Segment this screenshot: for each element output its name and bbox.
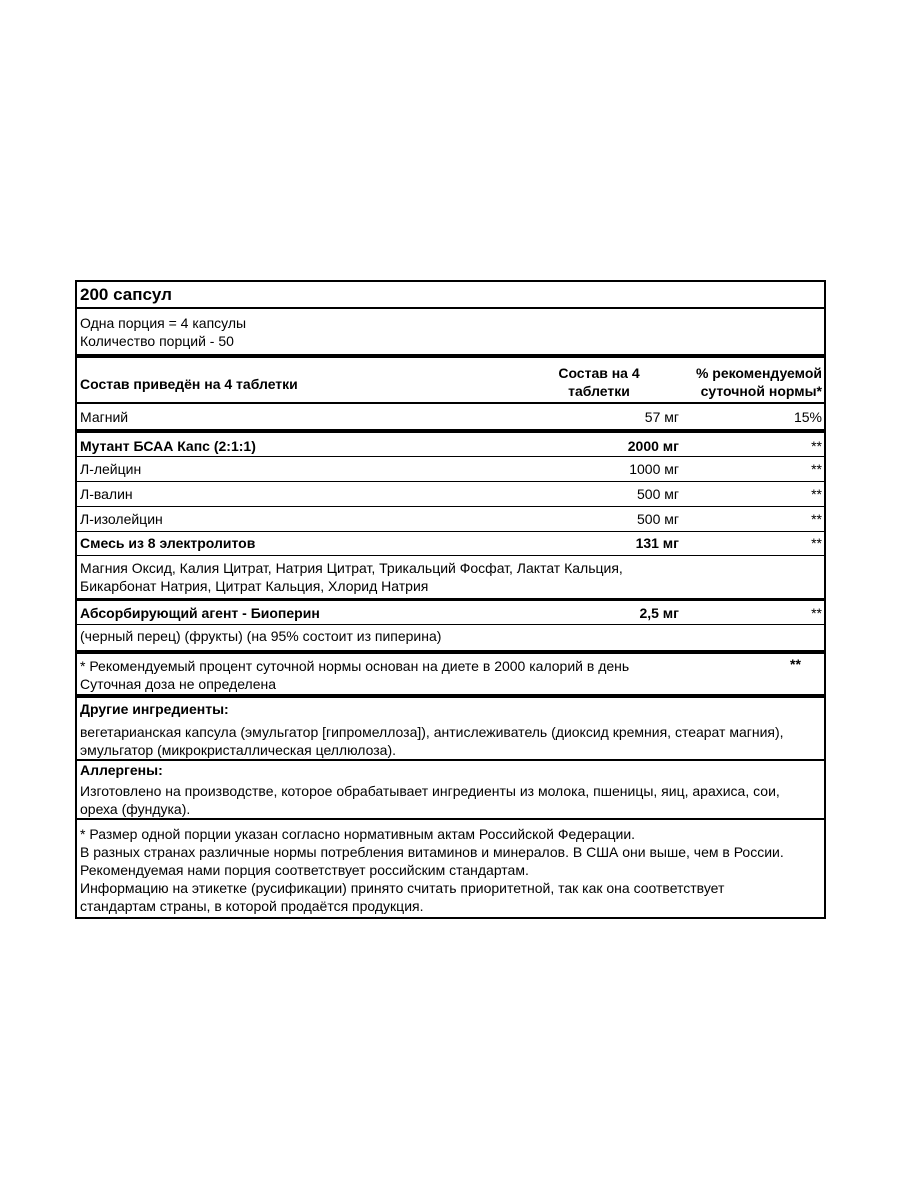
table-row [77,402,824,430]
electrolyte-list [77,555,824,599]
table-row [77,531,824,555]
footnote-line: Суточная доза не определена [80,676,277,692]
nutrient-dv: ** [811,605,822,621]
table-row [77,429,824,456]
nutrient-dv: ** [811,461,822,477]
header-col-amount-line1: Состав на 4 [558,365,640,381]
nutrient-amount: 57 мг [644,409,679,425]
footnote-mark: ** [790,656,801,672]
nutrient-dv: ** [811,511,822,527]
nutrient-amount: 500 мг [637,486,679,502]
table-row [77,456,824,481]
electrolyte-list-line: Бикарбонат Натрия, Цитрат Кальция, Хлорид Натрия [80,578,429,594]
other-ingredients-title: Другие ингредиенты: [80,701,229,717]
nutrient-amount: 500 мг [637,511,679,527]
table-row [77,506,824,531]
notice-line: Информацию на этикетке (русификации) принято считать приоритетной, так как она соответствует [80,880,725,896]
allergens-line: ореха (фундука). [80,801,191,817]
serving-section [77,307,824,355]
nutrient-name: Магний [80,409,129,425]
footnote-section [77,650,824,695]
nutrient-amount: 131 мг [635,535,679,551]
allergens-title: Аллергены: [80,762,163,778]
notice-line: стандартам страны, в которой продаётся продукция. [80,898,424,914]
nutrient-amount: 2000 мг [627,438,679,454]
table-header [77,354,824,403]
nutrient-name: Л-изолейцин [80,511,163,527]
title-section [77,282,824,308]
bioperine-note [77,624,824,651]
nutrient-name: Смесь из 8 электролитов [80,535,256,551]
other-ingredients-section [77,694,824,760]
nutrient-dv: ** [811,438,822,454]
header-col-dv-line1: % рекомендуемой [695,365,822,381]
servings-count: Количество порций - 50 [80,333,234,349]
notice-line: Рекомендуемая нами порция соответствует российским стандартам. [80,862,529,878]
other-ingredients-line: вегетарианская капсула (эмульгатор [гипромеллоза]), антислеживатель (диоксид кремния, стеарат магния), [80,724,784,740]
allergens-section [77,759,824,819]
nutrient-amount: 1000 мг [629,461,679,477]
other-ingredients-line: эмульгатор (микрокристаллическая целлюлоза). [80,742,397,758]
notice-line: В разных странах различные нормы потребления витаминов и минералов. В США они выше, чем в России. [80,844,784,860]
nutrient-dv: ** [811,486,822,502]
notice-section [77,818,824,919]
supplement-facts-label [75,280,826,919]
electrolyte-list-line: Магния Оксид, Калия Цитрат, Натрия Цитрат, Трикальций Фосфат, Лактат Кальция, [80,560,623,576]
header-col-dv-line2: суточной нормы* [700,383,822,399]
table-row [77,598,824,624]
table-row [77,481,824,506]
header-col-amount-line2: таблетки [568,383,630,399]
serving-size: Одна порция = 4 капсулы [80,315,247,331]
nutrient-name: Л-лейцин [80,461,142,477]
nutrient-dv: ** [811,535,822,551]
notice-line: * Размер одной порции указан согласно нормативным актам Российской Федерации. [80,826,636,842]
allergens-line: Изготовлено на производстве, которое обрабатывает ингредиенты из молока, пшеницы, яиц, арахиса, сои, [80,783,780,799]
nutrient-name: Мутант БСАА Капс (2:1:1) [80,438,256,454]
nutrient-name: Л-валин [80,486,133,502]
nutrient-name: Абсорбирующий агент - Биоперин [80,605,320,621]
nutrient-dv: 15% [793,409,822,425]
bioperine-note-text: (черный перец) (фрукты) (на 95% состоит из пиперина) [80,628,442,644]
label-title: 200 сапсул [80,285,172,304]
footnote-line: * Рекомендуемый процент суточной нормы основан на диете в 2000 калорий в день [80,658,630,674]
header-col-name: Состав приведён на 4 таблетки [80,376,298,392]
nutrient-amount: 2,5 мг [639,605,679,621]
